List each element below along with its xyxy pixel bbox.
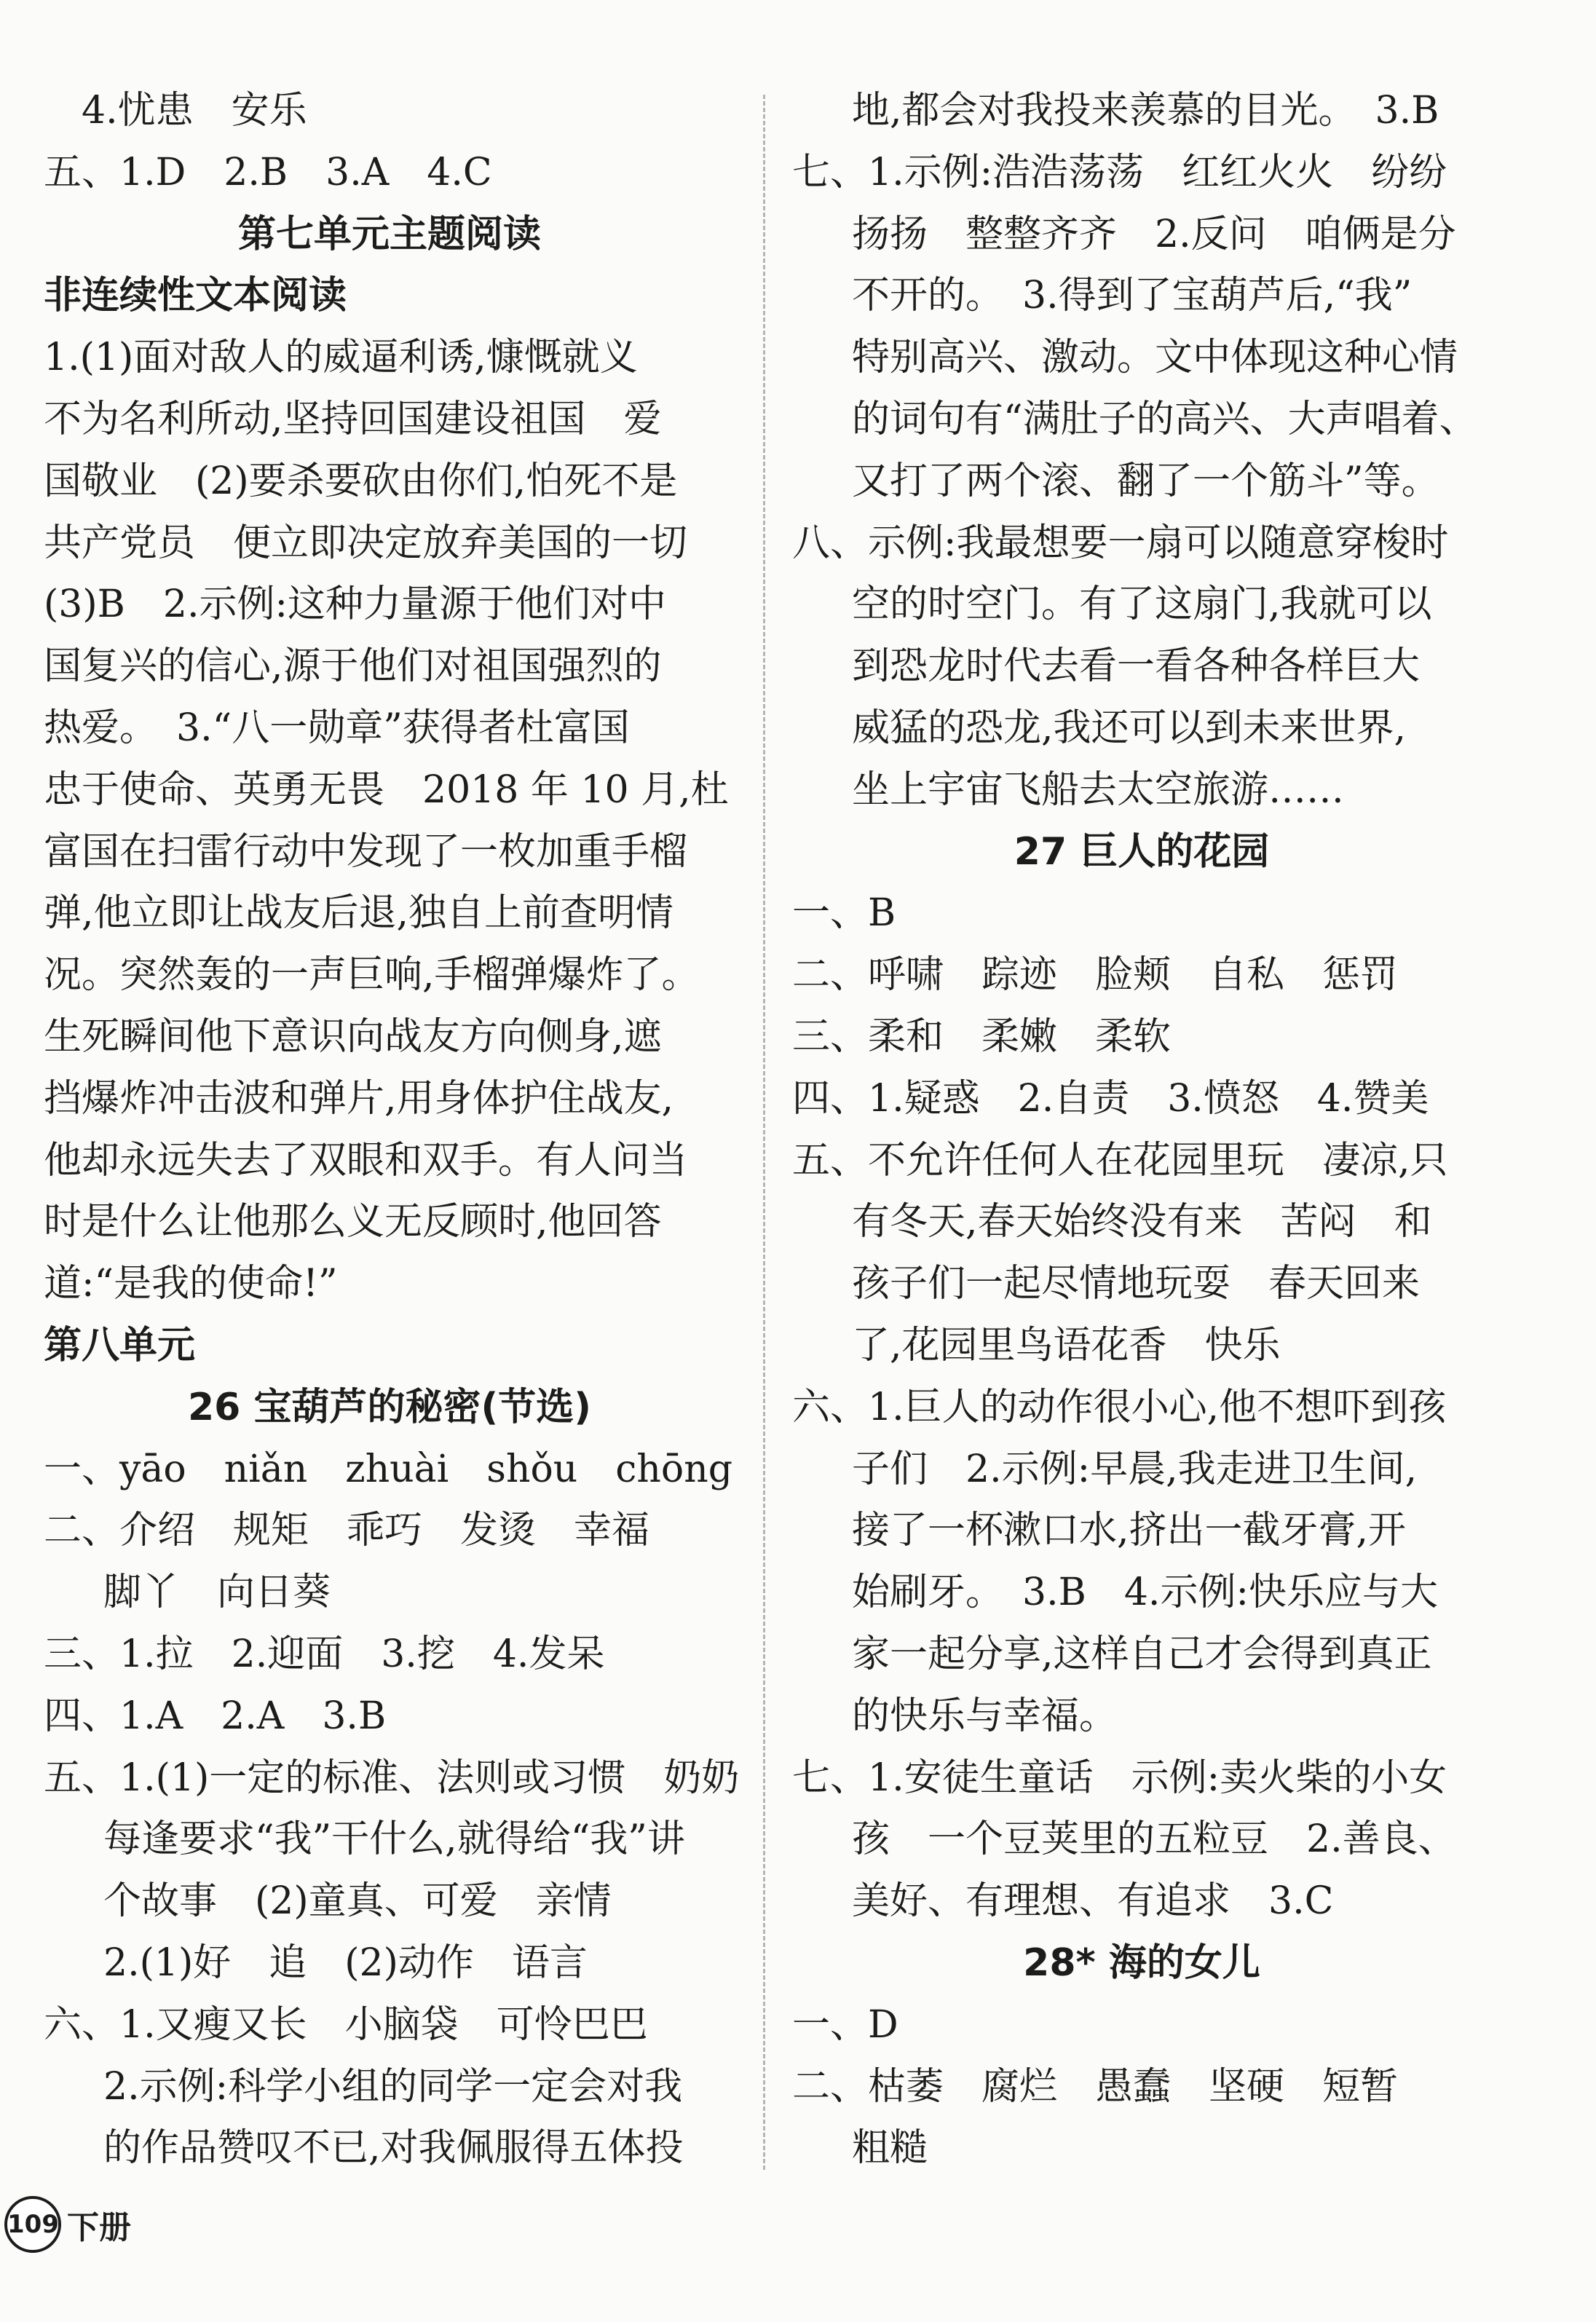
answer-line: 4.忧患 安乐	[44, 89, 307, 133]
answer-line: 的快乐与幸福。	[852, 1694, 1118, 1738]
answer-line: 扬扬 整整齐齐 2.反问 咱俩是分	[852, 212, 1456, 256]
answer-line: 热爱。 3.“八一勋章”获得者杜富国	[44, 706, 630, 750]
answer-line: 空的时空门。有了这扇门,我就可以	[852, 583, 1432, 627]
answer-line: 到恐龙时代去看一看各种各样巨大	[852, 644, 1421, 689]
volume-label: 下册	[67, 2209, 131, 2246]
answer-line: 了,花园里鸟语花香 快乐	[852, 1323, 1281, 1367]
answer-line: 子们 2.示例:早晨,我走进卫生间,	[852, 1447, 1418, 1491]
answer-line: 况。突然轰的一声巨响,手榴弹爆炸了。	[44, 953, 700, 998]
answer-line: 四、1.疑惑 2.自责 3.愤怒 4.赞美	[792, 1076, 1429, 1121]
answer-line: 个故事 (2)童真、可爱 亲情	[103, 1879, 612, 1924]
answer-line: 地,都会对我投来羡慕的目光。 3.B	[852, 89, 1439, 133]
answer-line: 每逢要求“我”干什么,就得给“我”讲	[103, 1817, 685, 1862]
answer-line: 二、呼啸 踪迹 脸颊 自私 惩罚	[792, 953, 1399, 998]
answer-line: 五、1.D 2.B 3.A 4.C	[44, 150, 492, 194]
answer-line: 七、1.示例:浩浩荡荡 红红火火 纷纷	[792, 150, 1447, 194]
page-footer	[4, 2196, 131, 2253]
answer-line: 始刷牙。 3.B 4.示例:快乐应与大	[852, 1571, 1438, 1615]
answer-line: 的词句有“满肚子的高兴、大声唱着、	[852, 397, 1477, 441]
section-heading: 27 巨人的花园	[1014, 829, 1270, 874]
answer-line: 挡爆炸冲击波和弹片,用身体护住战友,	[44, 1076, 674, 1121]
section-heading: 26 宝葫芦的秘密(节选)	[188, 1385, 591, 1429]
answer-line: 时是什么让他那么义无反顾时,他回答	[44, 1200, 662, 1244]
answer-line: 有冬天,春天始终没有来 苦闷 和	[852, 1200, 1432, 1244]
answer-line: 一、yāo niǎn zhuài shǒu chōng	[44, 1447, 732, 1491]
answer-line: 接了一杯漱口水,挤出一截牙膏,开	[852, 1509, 1407, 1553]
answer-line: 道:“是我的使命!”	[44, 1262, 338, 1306]
answer-line: 生死瞬间他下意识向战友方向侧身,遮	[44, 1014, 662, 1059]
answer-line: 粗糙	[852, 2126, 928, 2171]
answer-line: 忠于使命、英勇无畏 2018 年 10 月,杜	[44, 767, 729, 812]
answer-line: 又打了两个滚、翻了一个筋斗”等。	[852, 459, 1439, 503]
answer-line: 八、示例:我最想要一扇可以随意穿梭时	[792, 521, 1449, 565]
answer-line: 五、不允许任何人在花园里玩 凄凉,只	[792, 1138, 1448, 1182]
answer-line: (3)B 2.示例:这种力量源于他们对中	[44, 583, 667, 627]
section-heading: 第八单元	[44, 1323, 196, 1367]
answer-line: 孩 一个豆荚里的五粒豆 2.善良、	[852, 1817, 1456, 1862]
answer-line: 二、枯萎 腐烂 愚蠢 坚硬 短暂	[792, 2064, 1399, 2109]
answer-line: 他却永远失去了双眼和双手。有人问当	[44, 1138, 688, 1182]
answer-line: 三、1.拉 2.迎面 3.挖 4.发呆	[44, 1632, 605, 1676]
answer-line: 1.(1)面对敌人的威逼利诱,慷慨就义	[44, 336, 638, 380]
answer-line: 富国在扫雷行动中发现了一枚加重手榴	[44, 829, 688, 874]
answer-line: 2.示例:科学小组的同学一定会对我	[103, 2064, 683, 2109]
answer-line: 的作品赞叹不已,对我佩服得五体投	[103, 2126, 684, 2171]
answer-line: 一、B	[792, 891, 896, 936]
column-divider	[763, 95, 765, 2170]
right-column	[792, 80, 1491, 2179]
answer-line: 弹,他立即让战友后退,独自上前查明情	[44, 891, 674, 936]
answer-line: 二、介绍 规矩 乖巧 发烫 幸福	[44, 1509, 650, 1553]
answer-line: 2.(1)好 追 (2)动作 语言	[103, 1940, 588, 1985]
section-heading: 第七单元主题阅读	[237, 212, 541, 256]
answer-line: 六、1.又瘦又长 小脑袋 可怜巴巴	[44, 2002, 648, 2047]
answer-line: 脚丫 向日葵	[103, 1571, 331, 1615]
page-number: 109	[4, 2196, 61, 2253]
answer-line: 四、1.A 2.A 3.B	[44, 1694, 387, 1738]
answer-line: 六、1.巨人的动作很小心,他不想吓到孩	[792, 1385, 1447, 1429]
answer-line: 三、柔和 柔嫩 柔软	[792, 1014, 1172, 1059]
section-heading: 非连续性文本阅读	[44, 274, 347, 318]
answer-line: 一、D	[792, 2002, 898, 2047]
answer-line: 七、1.安徒生童话 示例:卖火柴的小女	[792, 1756, 1447, 1800]
answer-line: 家一起分享,这样自己才会得到真正	[852, 1632, 1432, 1676]
answer-line: 美好、有理想、有追求 3.C	[852, 1879, 1334, 1924]
section-heading: 28* 海的女儿	[1023, 1940, 1260, 1985]
answer-line: 坐上宇宙飞船去太空旅游……	[852, 767, 1345, 812]
answer-line: 不开的。 3.得到了宝葫芦后,“我”	[852, 274, 1413, 318]
answer-line: 特别高兴、激动。文中体现这种心情	[852, 336, 1458, 380]
answer-line: 共产党员 便立即决定放弃美国的一切	[44, 521, 688, 565]
answer-line: 五、1.(1)一定的标准、法则或习惯 奶奶	[44, 1756, 740, 1800]
left-column	[44, 80, 740, 2179]
answer-line: 不为名利所动,坚持回国建设祖国 爱	[44, 397, 662, 441]
answer-line: 国敬业 (2)要杀要砍由你们,怕死不是	[44, 459, 678, 503]
answer-line: 国复兴的信心,源于他们对祖国强烈的	[44, 644, 662, 689]
answer-line: 威猛的恐龙,我还可以到未来世界,	[852, 706, 1407, 750]
answer-line: 孩子们一起尽情地玩耍 春天回来	[852, 1262, 1421, 1306]
